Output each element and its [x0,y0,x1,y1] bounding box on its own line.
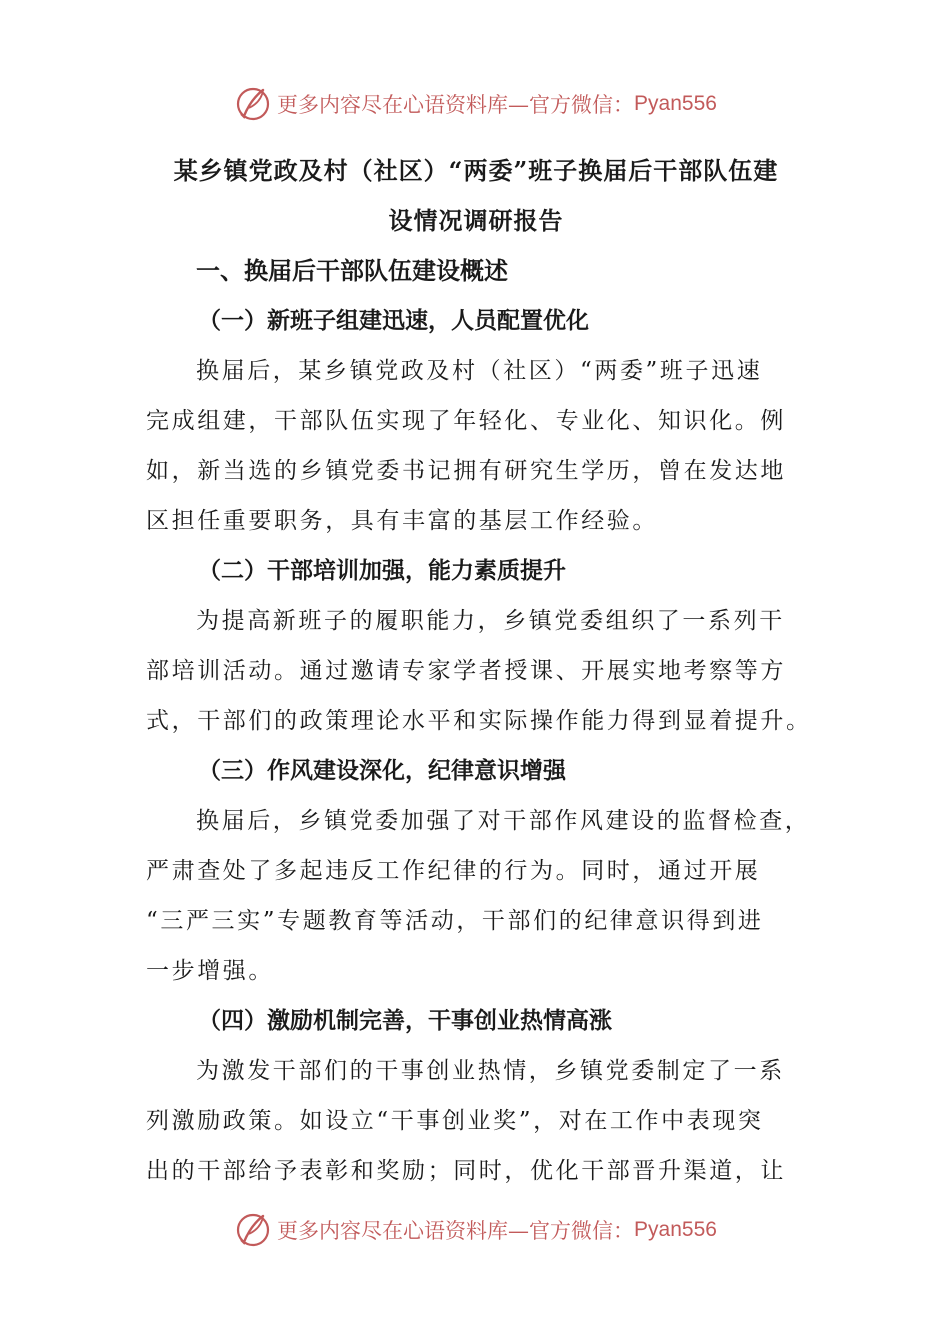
subsection-heading-4: （四）激励机制完善，干事创业热情高涨 [198,1007,612,1034]
paragraph-4 [146,1046,806,1196]
paragraph-line: 换届后，某乡镇党政及村（社区）“两委”班子迅速 [196,358,763,384]
paragraph-1 [146,346,806,546]
paragraph-line: 为激发干部们的干事创业热情，乡镇党委制定了一系 [196,1058,785,1084]
paragraph-line: 完成组建，干部队伍实现了年轻化、专业化、知识化。例 [146,408,786,434]
watermark-text: 更多内容尽在心语资料库—官方微信： [277,93,635,117]
watermark-wechat-id: Pyan556 [634,92,717,115]
paragraph-line: 部培训活动。通过邀请专家学者授课、开展实地考察等方 [146,658,786,684]
paragraph-line: 为提高新班子的履职能力，乡镇党委组织了一系列干 [196,608,785,634]
watermark-wechat-id: Pyan556 [634,1218,717,1241]
title-line-1: 某乡镇党政及村（社区）“两委”班子换届后干部队伍建 [173,156,779,185]
paragraph-line: 一步增强。 [146,958,274,984]
paragraph-2 [146,596,812,746]
quill-logo-icon [233,84,273,124]
document-body [146,146,812,1196]
watermark-footer [0,1208,950,1252]
document-title [146,146,806,246]
paragraph-line: 如，新当选的乡镇党委书记拥有研究生学历，曾在发达地 [146,458,786,484]
title-line-2: 设情况调研报告 [388,206,564,235]
subsection-heading-2: （二）干部培训加强，能力素质提升 [198,557,566,584]
paragraph-line: 换届后，乡镇党委加强了对干部作风建设的监督检查， [196,808,811,834]
subsection-heading-3: （三）作风建设深化，纪律意识增强 [198,757,566,784]
paragraph-line: 出的干部给予表彰和奖励；同时，优化干部晋升渠道，让 [146,1158,786,1184]
paragraph-line: 式，干部们的政策理论水平和实际操作能力得到显着提升。 [146,708,812,734]
paragraph-3 [146,796,811,996]
quill-logo-icon [233,1210,273,1250]
section-heading-1: 一、换届后干部队伍建设概述 [196,256,508,285]
watermark-header [0,82,950,126]
paragraph-line: 区担任重要职务，具有丰富的基层工作经验。 [146,508,658,534]
paragraph-line: 严肃查处了多起违反工作纪律的行为。同时，通过开展 [146,858,761,884]
paragraph-line: “三严三实”专题教育等活动，干部们的纪律意识得到进 [146,908,764,934]
subsection-heading-1: （一）新班子组建迅速，人员配置优化 [198,307,589,334]
paragraph-line: 列激励政策。如设立“干事创业奖”，对在工作中表现突 [146,1108,764,1134]
watermark-text: 更多内容尽在心语资料库—官方微信： [277,1219,635,1243]
